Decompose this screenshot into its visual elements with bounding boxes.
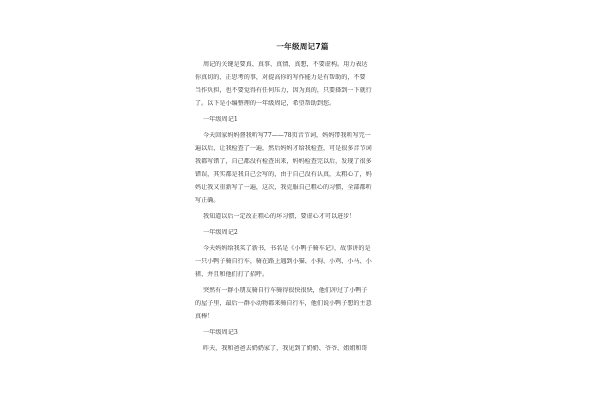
text-line: 真棒！ <box>195 313 214 320</box>
section-heading: 一年级周记3 <box>203 329 238 336</box>
text-line: 错误，其实都是我自己会写的，由于自己没有认真，太粗心了，妈 <box>195 171 372 178</box>
text-line: 今天妈妈给我买了新书，书名是《小鸭子骑车记》，故事讲的是 <box>203 245 371 252</box>
text-line: 我知道以后一定改正粗心的坏习惯，要虚心才可以进步！ <box>203 213 356 220</box>
text-line: 昨天，我和爸爸去奶奶家了，我见到了奶奶、爷爷、姐姐和哥 <box>203 345 368 352</box>
text-line: 一只小鸭子骑自行车，骑在路上遇到小猫、小狗、小鸡、小马、小 <box>195 258 372 265</box>
document-title: 一年级周记7篇 <box>276 42 329 51</box>
text-line: 当作负担，也不要觉得有任何压力，因为真的，只要择到一下就行 <box>195 87 372 94</box>
text-line: 妈让我又重新写了一遍，这次，我克服自己粗心的习惯，全部都听 <box>195 184 372 191</box>
section-heading: 一年级周记2 <box>203 229 238 236</box>
section-heading: 一年级周记1 <box>203 116 238 123</box>
text-line: 写正确。 <box>195 197 220 204</box>
text-line: 的屋子里，最后一群小动物都来骑自行车，他们说小鸭子想的主意 <box>195 300 372 307</box>
text-line: 我都写错了，自己都没有检查出来，妈妈检查完以后，发现了很多 <box>195 158 372 165</box>
text-line: 猪，并且和他们打了招呼。 <box>195 271 269 278</box>
text-line: 周记的关键是要真、真事、真情、真想，不要虚构。用力表达 <box>203 61 368 68</box>
text-line: 今天回家妈妈督我听写77——78页音节词，妈妈带我听写完一 <box>203 132 371 139</box>
document-page <box>155 0 450 400</box>
text-line: 遍以后，让我检查了一遍，然后妈妈才给我检查，可是很多音节词 <box>195 145 372 152</box>
text-line: 突然有一群小朋友骑自行车骑得很快很快，他们冲过了小鸭子 <box>203 287 368 294</box>
text-line: 你真切的、正思考的事，对提高你的写作能力是有帮助的，不要 <box>195 74 366 81</box>
text-line: 了。以下是小编整理的一年级周记，希望帮助到您。 <box>195 100 336 107</box>
